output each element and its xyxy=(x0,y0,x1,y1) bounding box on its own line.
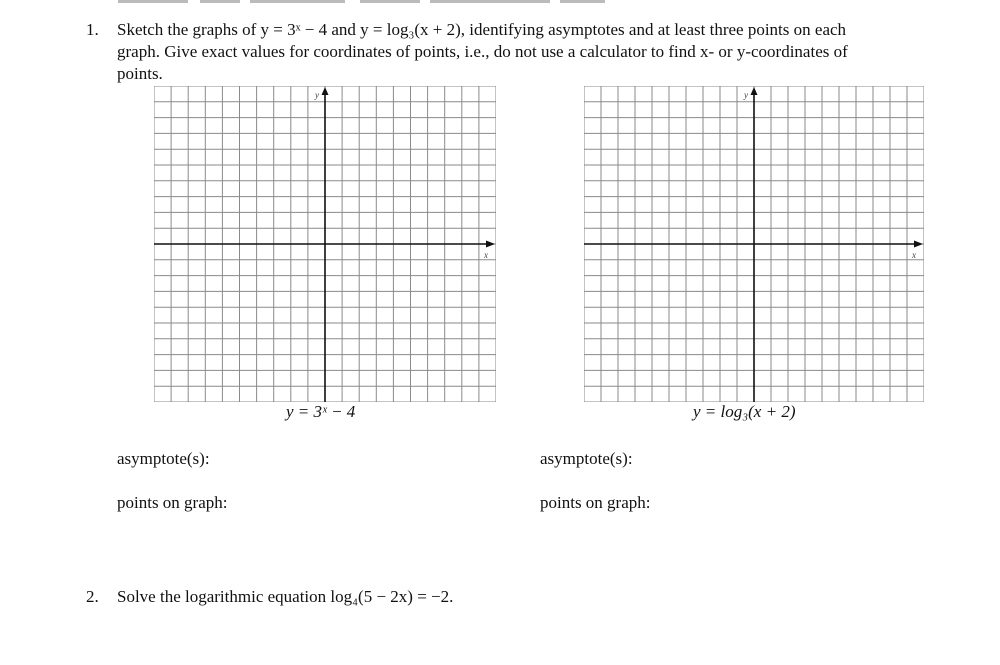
problem-1-number: 1. xyxy=(86,20,99,39)
problem-1-line-1: Sketch the graphs of y = 3ˣ − 4 and y = log₃(x + 2), identifying asymptotes and at least three points on each xyxy=(117,20,847,39)
problem-1-line-3: points. xyxy=(117,64,163,83)
cropped-text-remnant xyxy=(0,0,1000,6)
graph-caption-exponential: y = 3ˣ − 4 xyxy=(286,402,356,421)
problem-2-number: 2. xyxy=(86,587,99,606)
asymptote-label-logarithmic: asymptote(s): xyxy=(540,449,633,468)
problem-1-line-2: graph. Give exact values for coordinates of points, i.e., do not use a calculator to find x- or y-coordinates of xyxy=(117,42,848,61)
problem-2-text: Solve the logarithmic equation log₄(5 − 2x) = −2. xyxy=(117,587,454,606)
grid2-y-axis-arrow xyxy=(751,87,758,95)
grid2-y-axis-label: y xyxy=(744,90,748,100)
grid2-x-axis-label: x xyxy=(912,250,916,260)
points-label-logarithmic: points on graph: xyxy=(540,493,651,512)
grid2-x-axis-arrow xyxy=(914,241,923,248)
grid1-y-axis-arrow xyxy=(322,87,329,95)
graph-caption-logarithmic: y = log₃(x + 2) xyxy=(693,402,796,421)
points-label-exponential: points on graph: xyxy=(117,493,228,512)
graph-grid-exponential[interactable] xyxy=(154,86,496,402)
asymptote-label-exponential: asymptote(s): xyxy=(117,449,210,468)
graph-grid-logarithmic[interactable] xyxy=(584,86,924,402)
grid1-x-axis-arrow xyxy=(486,241,495,248)
grid1-x-axis-label: x xyxy=(484,250,488,260)
grid1-y-axis-label: y xyxy=(315,90,319,100)
